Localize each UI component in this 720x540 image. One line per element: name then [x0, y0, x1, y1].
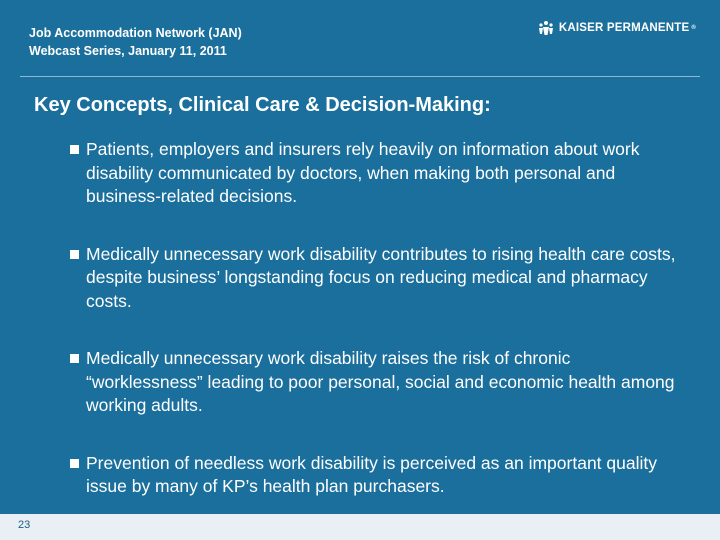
bullet-text: Patients, employers and insurers rely heavily on information about work disability communicated by doctors, when making both personal and business-related decisions. — [86, 139, 640, 206]
bullet-item — [70, 452, 680, 499]
bullet-text: Medically unnecessary work disability contributes to rising health care costs, despite business’ longstanding focus on reducing medical and pharmacy costs. — [86, 243, 676, 311]
slide-title: Key Concepts, Clinical Care & Decision-Making: — [34, 94, 491, 116]
header-text — [29, 24, 242, 60]
kaiser-permanente-logo — [537, 20, 696, 36]
logo-registered-mark: ® — [691, 25, 696, 31]
square-bullet-icon — [70, 459, 79, 468]
square-bullet-icon — [70, 354, 79, 363]
bullet-item — [70, 138, 680, 209]
bullet-item — [70, 243, 680, 314]
header-line-1: Job Accommodation Network (JAN) — [29, 26, 242, 40]
bullet-text: Medically unnecessary work disability raises the risk of chronic “worklessness” leading to poor personal, social and economic health among working adults. — [86, 348, 675, 415]
header-line-2: Webcast Series, January 11, 2011 — [29, 44, 227, 58]
square-bullet-icon — [70, 145, 79, 154]
footer-bar — [0, 514, 720, 540]
kp-logo-icon — [537, 20, 555, 36]
logo-text: KAISER PERMANENTE — [558, 22, 690, 34]
bullet-item — [70, 347, 680, 418]
page-number: 23 — [18, 519, 31, 531]
square-bullet-icon — [70, 250, 79, 259]
header-divider — [20, 76, 700, 77]
bullet-list — [70, 138, 680, 499]
bullet-text: Prevention of needless work disability is perceived as an important quality issue by many of KP’s health plan purchasers. — [86, 452, 657, 496]
